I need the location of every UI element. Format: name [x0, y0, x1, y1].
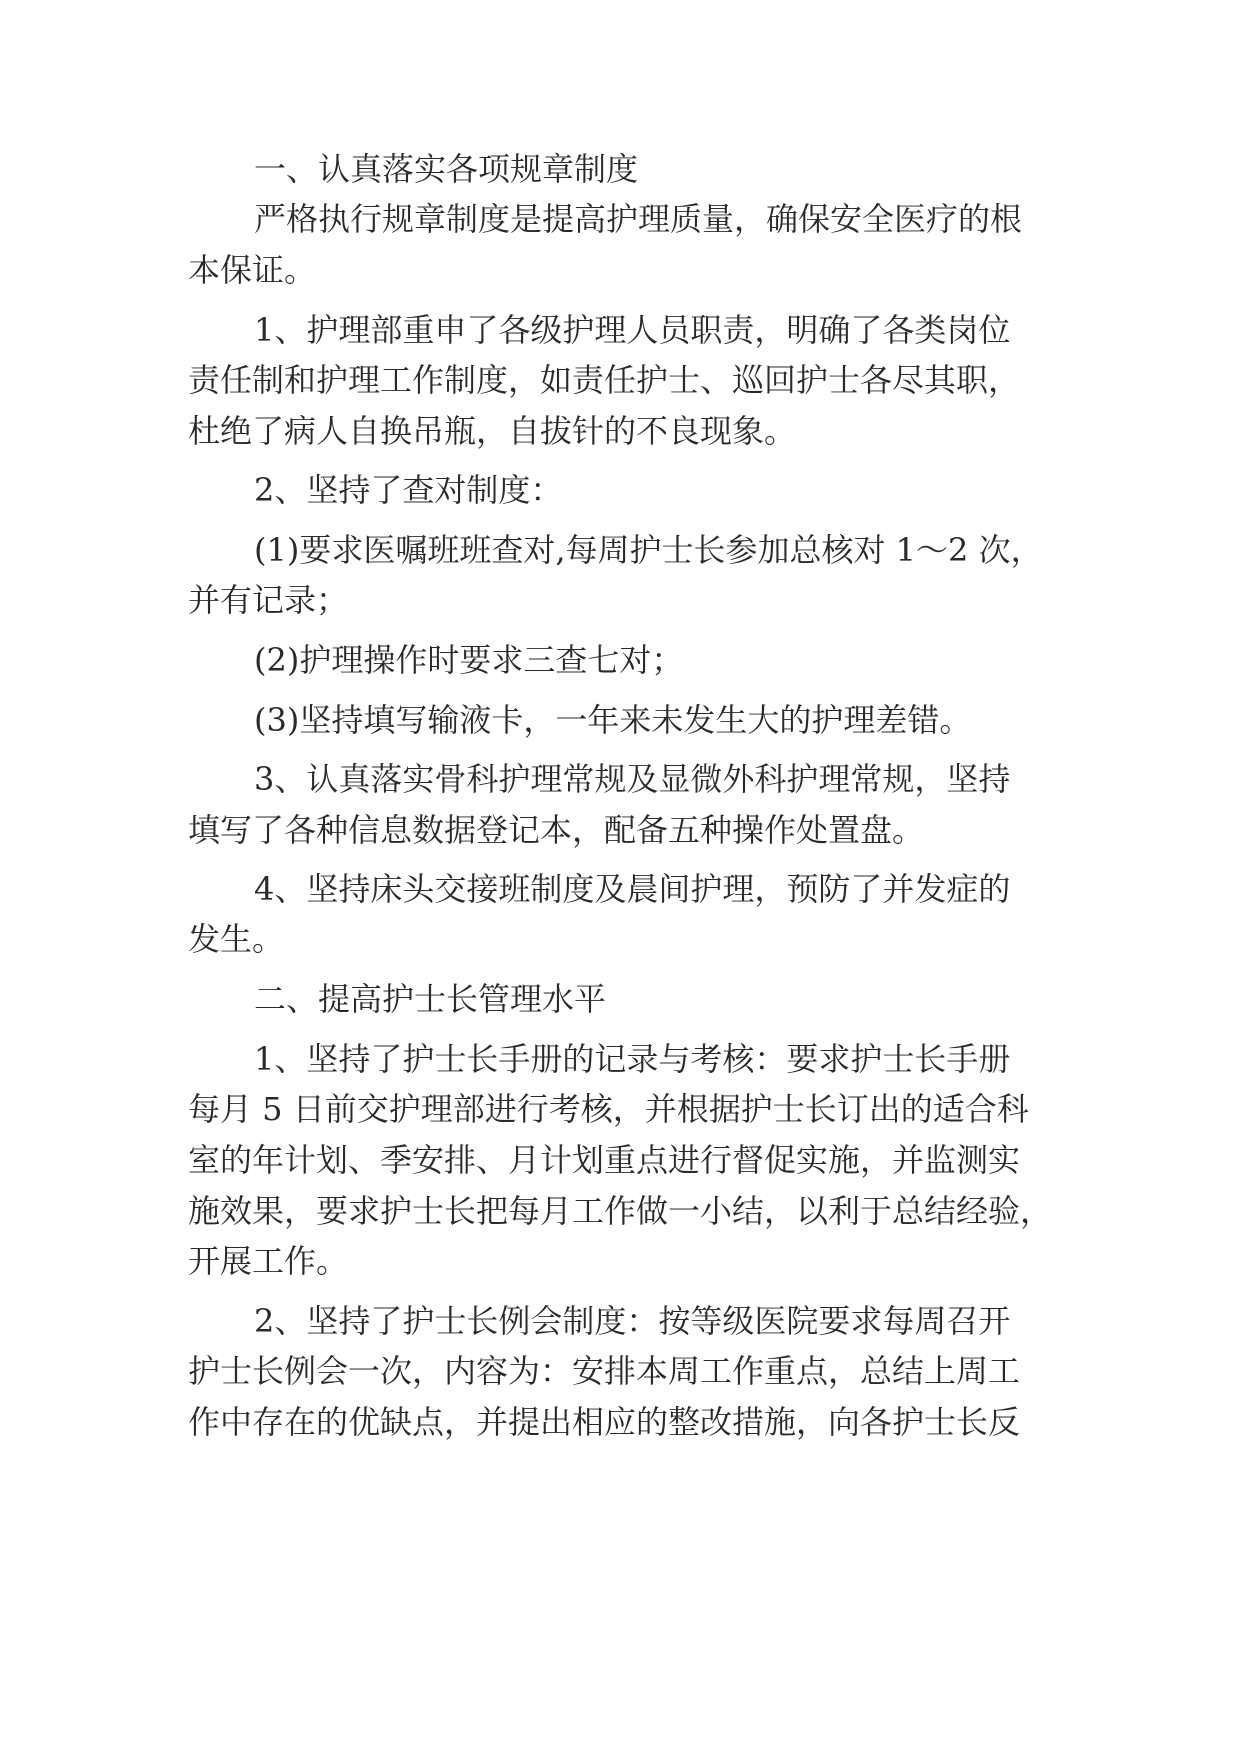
paragraph-line: (3)坚持填写输液卡，一年来未发生大的护理差错。 — [254, 701, 972, 739]
paragraph-line: 开展工作。 — [188, 1242, 349, 1280]
paragraph-line: 1、坚持了护士长手册的记录与考核：要求护士长手册 — [254, 1040, 1011, 1078]
paragraph-line: 本保证。 — [188, 251, 317, 289]
paragraph-line: 并有记录； — [188, 581, 349, 619]
paragraph-line: 责任制和护理工作制度，如责任护士、巡回护士各尽其职， — [188, 361, 1021, 399]
paragraph-line: 施效果，要求护士长把每月工作做一小结，以利于总结经验， — [188, 1192, 1053, 1230]
paragraph-line: 杜绝了病人自换吊瓶，自拔针的不良现象。 — [188, 412, 797, 450]
paragraph-line: 3、认真落实骨科护理常规及显微外科护理常规，坚持 — [254, 760, 1011, 798]
paragraph-line: 每月 5 日前交护理部进行考核，并根据护士长订出的适合科 — [188, 1090, 1029, 1128]
paragraph-line: 1、护理部重申了各级护理人员职责，明确了各类岗位 — [254, 311, 1011, 349]
paragraph-line: (2)护理操作时要求三查七对； — [254, 641, 684, 679]
paragraph-line: 护士长例会一次，内容为：安排本周工作重点，总结上周工 — [188, 1352, 1021, 1390]
section-heading: 一、认真落实各项规章制度 — [254, 150, 639, 188]
paragraph-line: 4、坚持床头交接班制度及晨间护理，预防了并发症的 — [254, 870, 1011, 908]
paragraph-line: 作中存在的优缺点，并提出相应的整改措施，向各护士长反 — [188, 1403, 1021, 1441]
paragraph-line: (1)要求医嘱班班查对,每周护士长参加总核对 1～2 次， — [254, 531, 1043, 569]
paragraph-line: 发生。 — [188, 920, 285, 958]
paragraph-line: 室的年计划、季安排、月计划重点进行督促实施，并监测实 — [188, 1141, 1021, 1179]
paragraph-line: 2、坚持了护士长例会制度：按等级医院要求每周召开 — [254, 1302, 1011, 1340]
paragraph-line: 严格执行规章制度是提高护理质量，确保安全医疗的根 — [254, 200, 1023, 238]
section-heading: 二、提高护士长管理水平 — [254, 980, 607, 1018]
paragraph-line: 2、坚持了查对制度： — [254, 471, 563, 509]
paragraph-line: 填写了各种信息数据登记本，配备五种操作处置盘。 — [188, 811, 925, 849]
